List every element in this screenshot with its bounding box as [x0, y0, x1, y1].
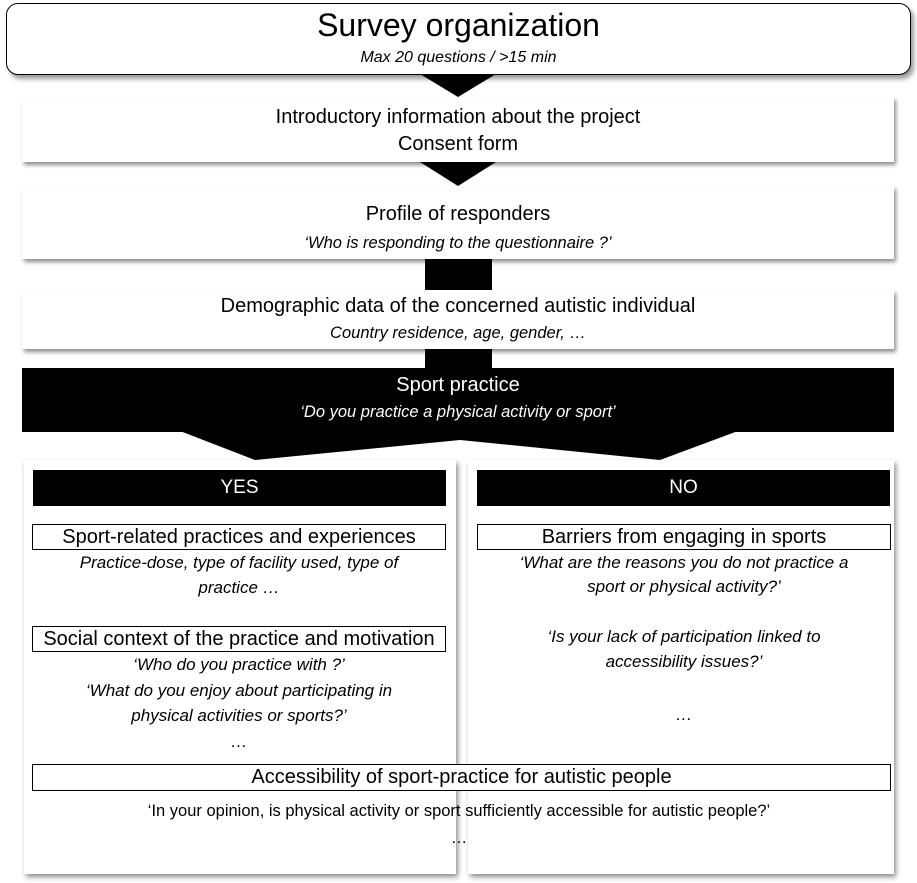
intro-box	[22, 97, 894, 162]
title-box	[6, 3, 911, 75]
yes-section-1-line-1: Practice-dose, type of facility used, type of	[79, 553, 399, 572]
yes-header: YES	[33, 470, 446, 506]
no-line-3: ‘Is your lack of participation linked to	[547, 627, 821, 646]
arrow-sport-to-branches	[180, 431, 738, 460]
accessibility-title: Accessibility of sport-practice for autistic people	[32, 764, 891, 791]
no-section-1-title: Barriers from engaging in sports	[477, 524, 891, 550]
yes-section-1-line-2: practice …	[198, 578, 280, 597]
intro-line-1: Introductory information about the project	[275, 106, 641, 128]
accessibility-question: ‘In your opinion, is physical activity or sport sufficiently accessible for autistic people?’	[147, 802, 771, 820]
connector-profile-to-demographic	[425, 259, 492, 290]
profile-question: ‘Who is responding to the questionnaire ?’	[304, 234, 612, 252]
yes-section-2-line-1: ‘Who do you practice with ?’	[133, 655, 345, 674]
no-line-1: ‘What are the reasons you do not practice a	[519, 553, 849, 572]
no-line-4: accessibility issues?’	[605, 652, 763, 671]
intro-line-2: Consent form	[397, 133, 519, 155]
sport-practice-box	[22, 368, 894, 432]
no-line-2: sport or physical activity?’	[587, 577, 781, 596]
profile-title: Profile of responders	[365, 203, 551, 225]
arrow-intro-to-profile	[420, 162, 496, 186]
connector-demographic-to-sport	[425, 349, 492, 369]
demographic-title: Demographic data of the concerned autistic individual	[220, 295, 696, 317]
sport-practice-title: Sport practice	[396, 374, 520, 396]
page-title: Survey organization	[317, 7, 600, 43]
yes-section-2-line-2: ‘What do you enjoy about participating in	[85, 681, 393, 700]
title-subtitle: Max 20 questions / >15 min	[360, 49, 557, 66]
sport-practice-question: ‘Do you practice a physical activity or sport’	[300, 403, 616, 421]
accessibility-ellipsis: …	[450, 829, 468, 847]
yes-section-2-title: Social context of the practice and motivation	[32, 626, 446, 652]
demographic-detail: Country residence, age, gender, …	[330, 324, 586, 342]
yes-section-2-line-3: physical activities or sports?’	[131, 706, 347, 725]
no-line-5: …	[675, 705, 693, 724]
yes-section-2-line-4: …	[230, 732, 248, 751]
yes-section-1-title: Sport-related practices and experiences	[32, 524, 446, 550]
no-header: NO	[477, 470, 890, 506]
demographic-box	[22, 290, 894, 349]
arrow-title-to-intro	[420, 74, 496, 97]
profile-box	[22, 186, 894, 259]
